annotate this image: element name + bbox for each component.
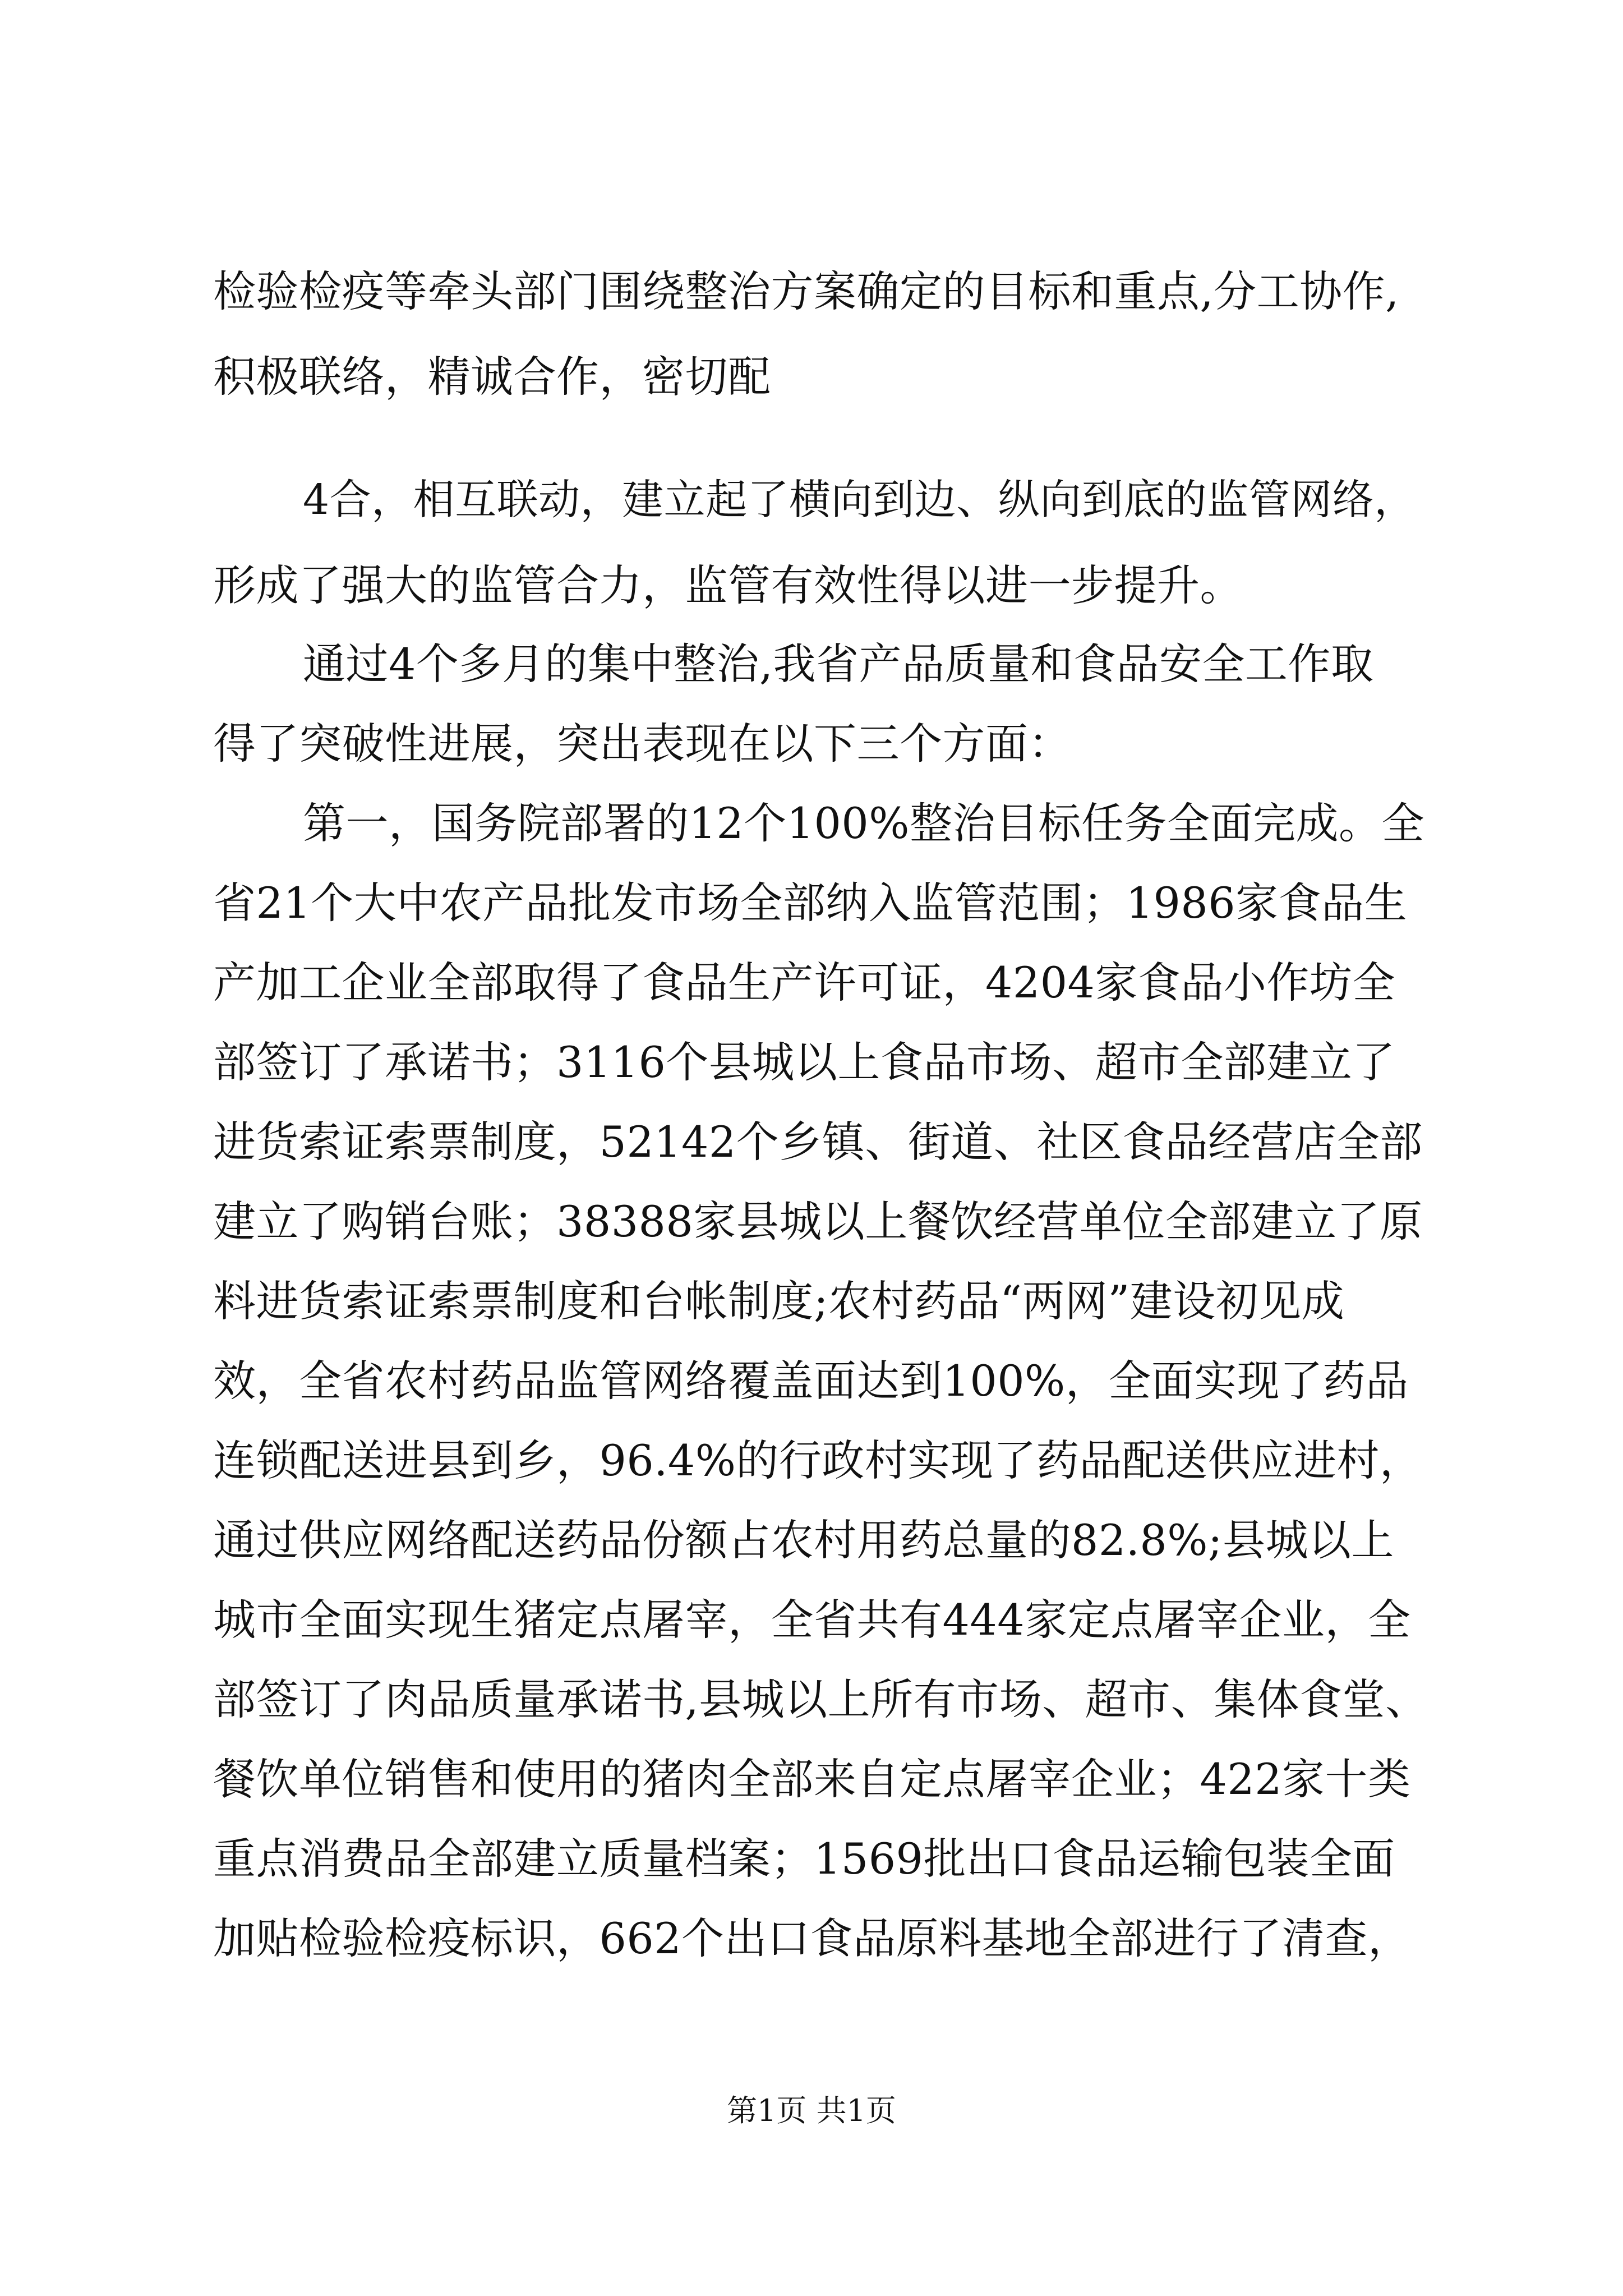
page-number-footer: 第1页 共1页 [727, 2093, 896, 2128]
body-text-line: 重点消费品全部建立质量档案；1569批出口食品运输包装全面 [213, 1834, 1395, 1884]
body-text-line: 部签订了承诺书；3116个县城以上食品市场、超市全部建立了 [213, 1037, 1395, 1087]
body-text-line: 检验检疫等牵头部门围绕整治方案确定的目标和重点,分工协作, [213, 266, 1399, 316]
body-text-line: 部签订了肉品质量承诺书,县城以上所有市场、超市、集体食堂、 [213, 1674, 1428, 1724]
body-text-line: 城市全面实现生猪定点屠宰，全省共有444家定点屠宰企业，全 [213, 1595, 1411, 1645]
body-text-line: 积极联络，精诚合作，密切配 [213, 352, 771, 402]
body-text-line: 效，全省农村药品监管网络覆盖面达到100%，全面实现了药品 [213, 1356, 1409, 1406]
body-text-line: 4合，相互联动，建立起了横向到边、纵向到底的监管网络， [303, 476, 1416, 524]
body-text-line: 通过4个多月的集中整治,我省产品质量和食品安全工作取 [303, 639, 1374, 689]
body-text-line: 建立了购销台账；38388家县城以上餐饮经营单位全部建立了原 [213, 1197, 1423, 1246]
body-text-line: 形成了强大的监管合力，监管有效性得以进一步提升。 [213, 560, 1243, 610]
body-text-line: 连锁配送进县到乡，96.4%的行政村实现了药品配送供应进村， [213, 1435, 1423, 1485]
body-text-line: 进货索证索票制度，52142个乡镇、街道、社区食品经营店全部 [213, 1117, 1423, 1167]
body-text-line: 餐饮单位销售和使用的猪肉全部来自定点屠宰企业；422家十类 [213, 1754, 1411, 1804]
body-text-line: 省21个大中农产品批发市场全部纳入监管范围；1986家食品生 [213, 878, 1408, 928]
body-text-line: 料进货索证索票制度和台帐制度;农村药品“两网”建设初见成 [213, 1276, 1345, 1326]
body-text-line: 加贴检验检疫标识，662个出口食品原料基地全部进行了清查， [213, 1913, 1411, 1963]
body-text-line: 通过供应网络配送药品份额占农村用药总量的82.8%;县城以上 [213, 1515, 1395, 1565]
body-text-line: 得了突破性进展，突出表现在以下三个方面： [213, 719, 1071, 769]
body-text-line: 产加工企业全部取得了食品生产许可证，4204家食品小作坊全 [213, 958, 1395, 1007]
body-text-line: 第一，国务院部署的12个100%整治目标任务全面完成。全 [303, 798, 1424, 848]
